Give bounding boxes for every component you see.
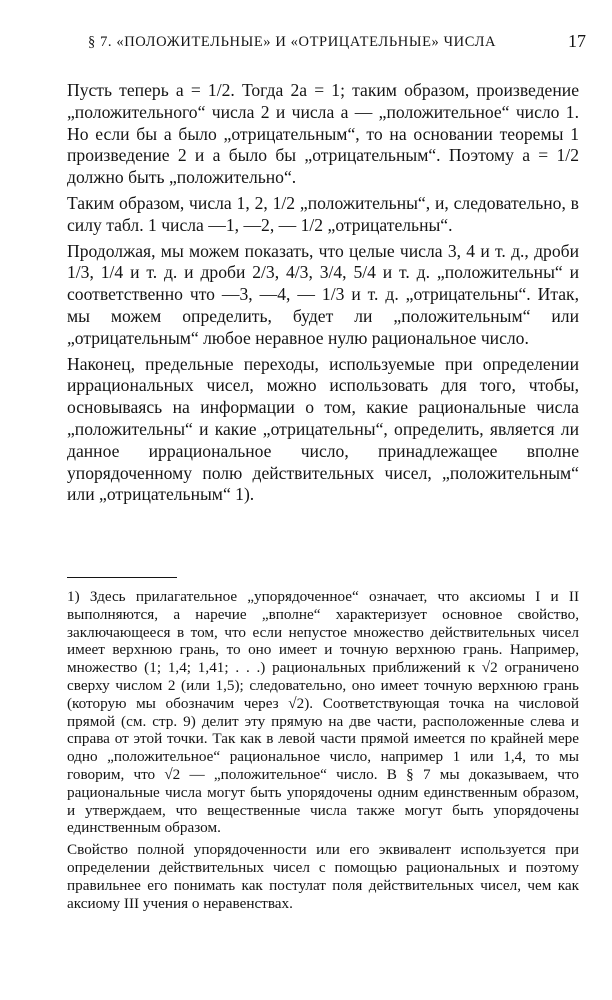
- footnote-divider: [67, 577, 177, 578]
- chapter-title: § 7. «ПОЛОЖИТЕЛЬНЫЕ» И «ОТРИЦАТЕЛЬНЫЕ» ЧИСЛА: [88, 34, 497, 50]
- page-number: 17: [568, 31, 586, 51]
- running-header: [88, 31, 586, 51]
- footnote-paragraph: Свойство полной упорядоченности или его эквивалент используется при определении действительных чисел с помощью рациональных и поэтому правильнее его понимать как постулат поля действительных чисел, чем как аксиому III учения о неравенствах.: [67, 841, 579, 912]
- footnote-paragraph: 1) Здесь прилагательное „упорядоченное“ означает, что аксиомы I и II выполняются, а наречие „вполне“ характеризует основное свойство, заключающееся в том, что если непустое множество действительных чисел имеет верхнюю грань, то оно имеет и точную верхнюю грань. Например, множество (1; 1,4; 1,41; . . .) рациональных приближений к √2 ограничено сверху числом 2 (или 1,5); следовательно, оно имеет точную верхнюю грань (которую мы обозначим через √2). Соответствующая точка на числовой прямой (см. стр. 9) делит эту прямую на две части, расположенные слева и справа от этой точки. Так как в левой части прямой имеется по крайней мере одно „положительное“ рациональное число, например 1 или 1,4, то мы говорим, что √2 — „положительное“ число. В § 7 мы доказываем, что рациональные числа могут быть упорядочены одним единственным образом, и утверждаем, что вещественные числа также могут быть упорядочены единственным образом.: [67, 588, 579, 837]
- paragraph: Продолжая, мы можем показать, что целые числа 3, 4 и т. д., дроби 1/3, 1/4 и т. д. и дроби 2/3, 4/3, 3/4, 5/4 и т. д. „положительны“ и соответственно что —3, —4, — 1/3 и т. д. „отрицательны“. Итак, мы можем определить, будет ли „положительным“ или „отрицательным“ любое неравное нулю рациональное число.: [67, 240, 579, 348]
- paragraph: Пусть теперь a = 1/2. Тогда 2a = 1; таким образом, произведение „положительного“ числа 2 и числа a — „положительное“ число 1. Но если бы a было „отрицательным“, то на основании теоремы 1 произведение 2 и a было бы „отрицательным“. Поэтому a = 1/2 должно быть „положительно“.: [67, 80, 579, 188]
- main-text: [67, 80, 579, 510]
- footnotes: [67, 588, 579, 916]
- paragraph: Таким образом, числа 1, 2, 1/2 „положительны“, и, следовательно, в силу табл. 1 числа —1, —2, — 1/2 „отрицательны“.: [67, 192, 579, 235]
- paragraph: Наконец, предельные переходы, используемые при определении иррациональных чисел, можно использовать для того, чтобы, основываясь на информации о том, какие рациональные числа „положительны“ и какие „отрицательны“, определить, является ли данное иррациональное число, принадлежащее вполне упорядоченному полю действительных чисел, „положительным“ или „отрицательным“ 1).: [67, 353, 579, 505]
